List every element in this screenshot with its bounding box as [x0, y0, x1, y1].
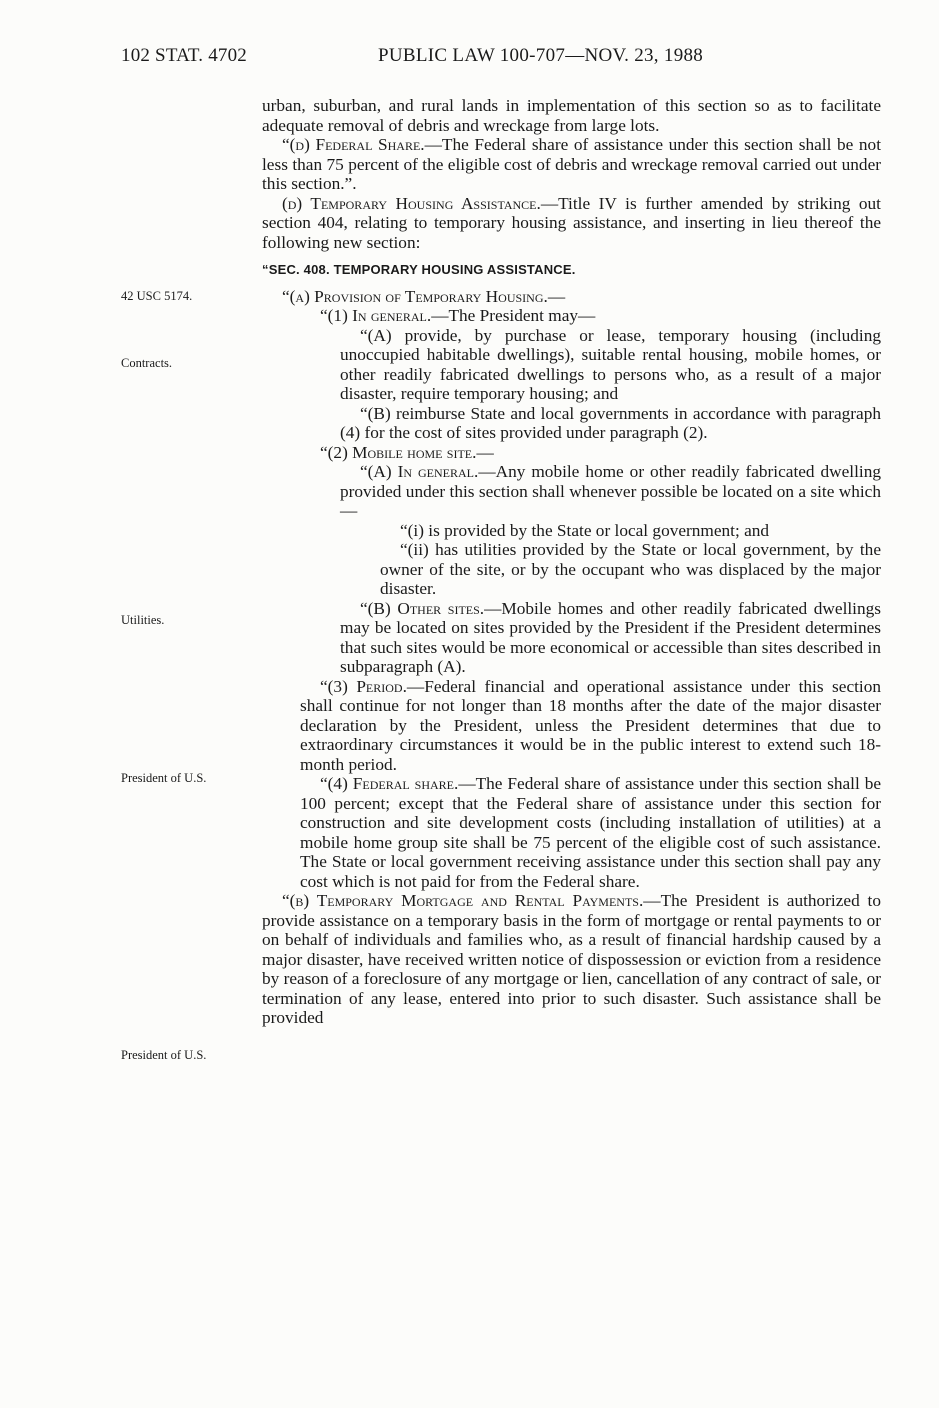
clause-a2Ai: “(i) is provided by the State or local government; and: [400, 520, 770, 540]
paragraph-a3: [262, 677, 881, 775]
heading-mortgage-rental: “(b) Temporary Mortgage and Rental Payments.: [282, 891, 644, 910]
paragraph-text: —: [476, 442, 494, 462]
margin-note-contracts: Contracts.: [121, 356, 173, 370]
running-header-title: PUBLIC LAW 100-707—NOV. 23, 1988: [378, 45, 704, 66]
margin-note-utilities: Utilities.: [121, 613, 165, 627]
margin-note-usc: 42 USC 5174.: [121, 289, 193, 303]
paragraph-text: —: [547, 286, 566, 306]
heading-federal-share: “(d) Federal Share.: [282, 135, 425, 154]
paragraph-text: —Federal financial and operational assistance under this section shall continue for not longer than 18 months after the date of the major disaster declaration by the President, unless the President determines that due to extraordinary circumstances it would be in the public interest to extend such 18-month period.: [300, 676, 882, 774]
paragraph-temporary-housing: [262, 194, 881, 253]
subsection-a: [262, 287, 881, 307]
margin-note-president: President of U.S.: [121, 771, 207, 785]
statute-page-number: 102 STAT. 4702: [121, 45, 248, 66]
paragraph-text: —The Federal share of assistance under this section shall be not less than 75 percent of the eligible cost of debris and wreckage removal carried out under this section.”.: [262, 135, 881, 193]
paragraph-text: —Any mobile home or other readily fabricated dwelling provided under this section shall whenever possible be located on a site which—: [340, 462, 881, 520]
paragraph-text: —The President may—: [431, 306, 596, 325]
paragraph-a2: [262, 443, 881, 463]
paragraph-text: —Mobile homes and other readily fabricated dwellings may be located on sites provided by the President if the President determines that such sites would be more economical or accessible than sites described in subparagraph (A).: [340, 598, 881, 676]
heading-in-general: “(A) In general.: [360, 462, 479, 481]
heading-temporary-housing: (d) Temporary Housing Assistance.: [282, 193, 541, 213]
paragraph-text: —The President is authorized to provide assistance on a temporary basis in the form of mortgage or rental payments to or on behalf of individuals and families who, as a result of financial hardship caused by a major disaster, have received written notice of dispossession or eviction from a residence by reason of a foreclosure of any mortgage or lien, cancellation of any contract of sale, or termination of any lease, entered into prior to such disaster. Such assistance shall be provided: [262, 891, 881, 1027]
paragraph-continuation: urban, suburban, and rural lands in implementation of this section so as to facilitate adequate removal of debris and wreckage from large lots.: [262, 96, 881, 135]
heading-in-general: “(1) In general.: [320, 306, 432, 325]
clause-a2Aii: “(ii) has utilities provided by the State or local government, by the owner of the site, or by the occupant who was displaced by the major disaster.: [380, 540, 881, 598]
subparagraph-a2B: [262, 599, 881, 677]
paragraph-text: —The Federal share of assistance under this section shall be 100 percent; except that the Federal share of assistance under this section for construction and site development costs (including installation of utilities) at a mobile home group site shall be 75 percent of the eligible cost of such assistance. The State or local government receiving assistance under this section shall pay any cost which is not paid for from the Federal share.: [300, 774, 881, 891]
paragraph-federal-share: [262, 135, 881, 194]
heading-mobile-home-site: “(2) Mobile home site.: [320, 442, 477, 462]
margin-note-president: President of U.S.: [121, 1048, 207, 1062]
subparagraph-a1B: “(B) reimburse State and local governments in accordance with paragraph (4) for the cost of sites provided under paragraph (2).: [340, 403, 881, 442]
subparagraph-a2A: [262, 462, 881, 521]
heading-federal-share: “(4) Federal share.: [320, 774, 459, 793]
paragraph-text: —Title IV is further amended by striking out section 404, relating to temporary housing assistance, and inserting in lieu thereof the following new section:: [262, 193, 881, 252]
paragraph-a1: [262, 306, 881, 326]
paragraph-a4: [262, 774, 881, 891]
heading-provision: “(a) Provision of Temporary Housing.: [282, 286, 548, 306]
subparagraph-a1A: “(A) provide, by purchase or lease, temporary housing (including unoccupied habitable dwellings), suitable rental housing, mobile homes, or other readily fabricated dwellings to persons who, as a result of a major disaster, require temporary housing; and: [340, 325, 881, 403]
law-text-body: [262, 96, 881, 1028]
heading-period: “(3) Period.: [320, 676, 407, 696]
section-heading: “SEC. 408. TEMPORARY HOUSING ASSISTANCE.: [262, 262, 576, 277]
heading-other-sites: “(B) Other sites.: [360, 598, 485, 618]
subsection-b: [262, 891, 881, 1028]
